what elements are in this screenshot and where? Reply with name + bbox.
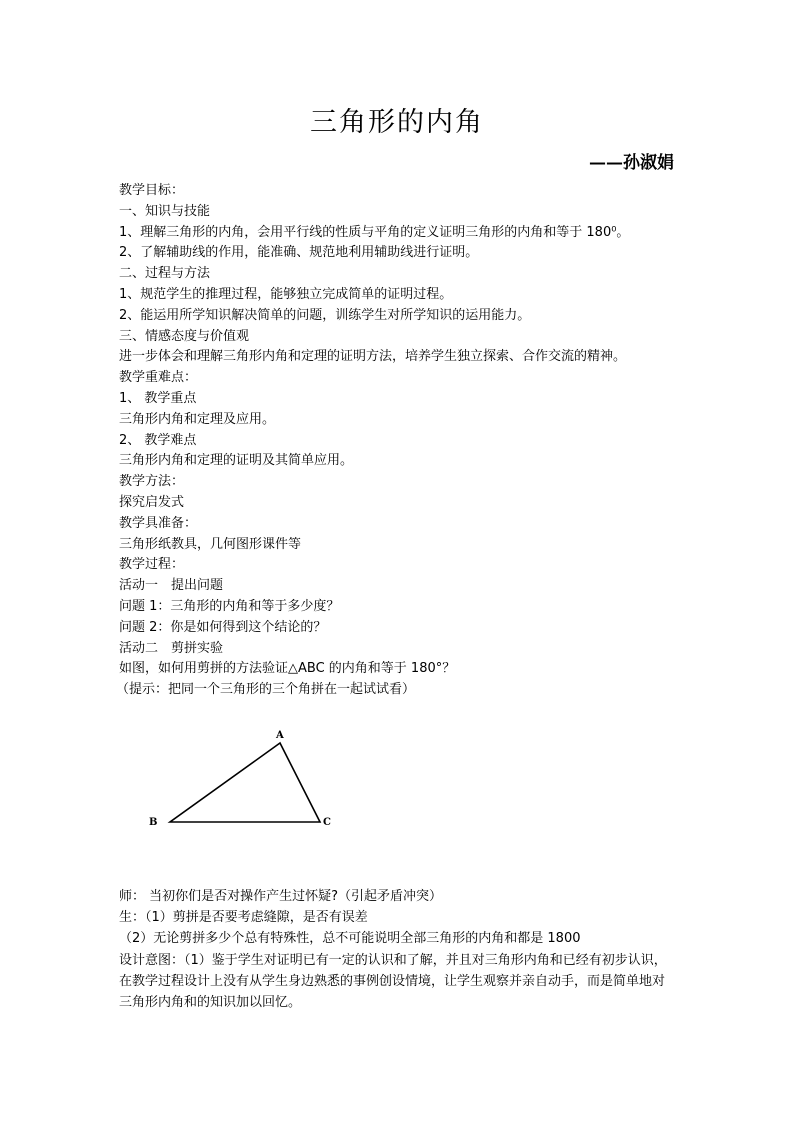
text-line: 2、 教学难点	[119, 432, 197, 448]
text-line: 一、知识与技能	[119, 203, 211, 219]
text-line: 1、理解三角形的内角，会用平行线的性质与平角的定义证明三角形的内角和等于 180⁰。	[119, 224, 630, 240]
text-line: 进一步体会和理解三角形内角和定理的证明方法，培养学生独立探索、合作交流的精神。	[119, 349, 627, 365]
text-line: 设计意图：（1）鉴于学生对证明已有一定的认识和了解，并且对三角形内角和已经有初步认识，在教学过程设计上没有从学生身边熟悉的事例创设情境，让学生观察并亲自动手，而是简单地对三角形内角和的知识加以回忆。	[119, 952, 667, 1011]
dialogue-section	[119, 886, 679, 1013]
text-line: 探究启发式	[119, 494, 185, 510]
author-line: ——孙淑娟	[589, 153, 674, 173]
text-line: 师： 当初你们是否对操作产生过怀疑?（引起矛盾冲突）	[119, 889, 443, 904]
vertex-label-c: C	[323, 817, 331, 828]
text-line: 教学方法：	[119, 474, 185, 490]
text-line: 教学目标：	[119, 183, 185, 198]
text-line: 教学过程：	[119, 557, 185, 573]
text-line: 三、情感态度与价值观	[119, 328, 250, 344]
text-line: 1、规范学生的推理过程，能够独立完成简单的证明过程。	[119, 286, 453, 302]
vertex-label-b: B	[149, 817, 158, 828]
text-line: 生：（1）剪拼是否要考虑缝隙，是否有误差	[119, 910, 368, 926]
text-line: 活动二 剪拼实验	[119, 640, 224, 656]
text-line: 二、过程与方法	[119, 266, 211, 282]
text-line: 问题 1：三角形的内角和等于多少度？	[119, 598, 340, 614]
page-title: 三角形的内角	[310, 107, 484, 138]
text-line: （2）无论剪拼多少个总有特殊性，总不可能说明全部三角形的内角和都是 1800	[119, 931, 581, 947]
text-line: 三角形内角和定理及应用。	[119, 411, 276, 427]
text-line: 2、能运用所学知识解决简单的问题，训练学生对所学知识的运用能力。	[119, 307, 531, 323]
text-line: （提示：把同一个三角形的三个角拼在一起试试看）	[116, 682, 416, 698]
text-line: 问题 2：你是如何得到这个结论的？	[119, 619, 327, 635]
text-line: 教学具准备：	[119, 515, 198, 531]
text-line: 如图，如何用剪拼的方法验证△ABC 的内角和等于 180°？	[119, 661, 456, 677]
vertex-label-a: A	[276, 730, 284, 741]
text-line: 三角形纸教具，几何图形课件等	[119, 536, 302, 552]
text-line: 1、 教学重点	[119, 390, 197, 406]
text-line: 活动一 提出问题	[119, 578, 224, 594]
lesson-plan-body	[116, 181, 679, 701]
text-line: 三角形内角和定理的证明及其简单应用。	[119, 453, 354, 469]
triangle-shape	[170, 743, 320, 822]
text-line: 2、了解辅助线的作用，能准确、规范地利用辅助线进行证明。	[119, 245, 479, 261]
triangle-abc-figure	[140, 725, 360, 835]
text-line: 教学重难点：	[119, 370, 198, 386]
